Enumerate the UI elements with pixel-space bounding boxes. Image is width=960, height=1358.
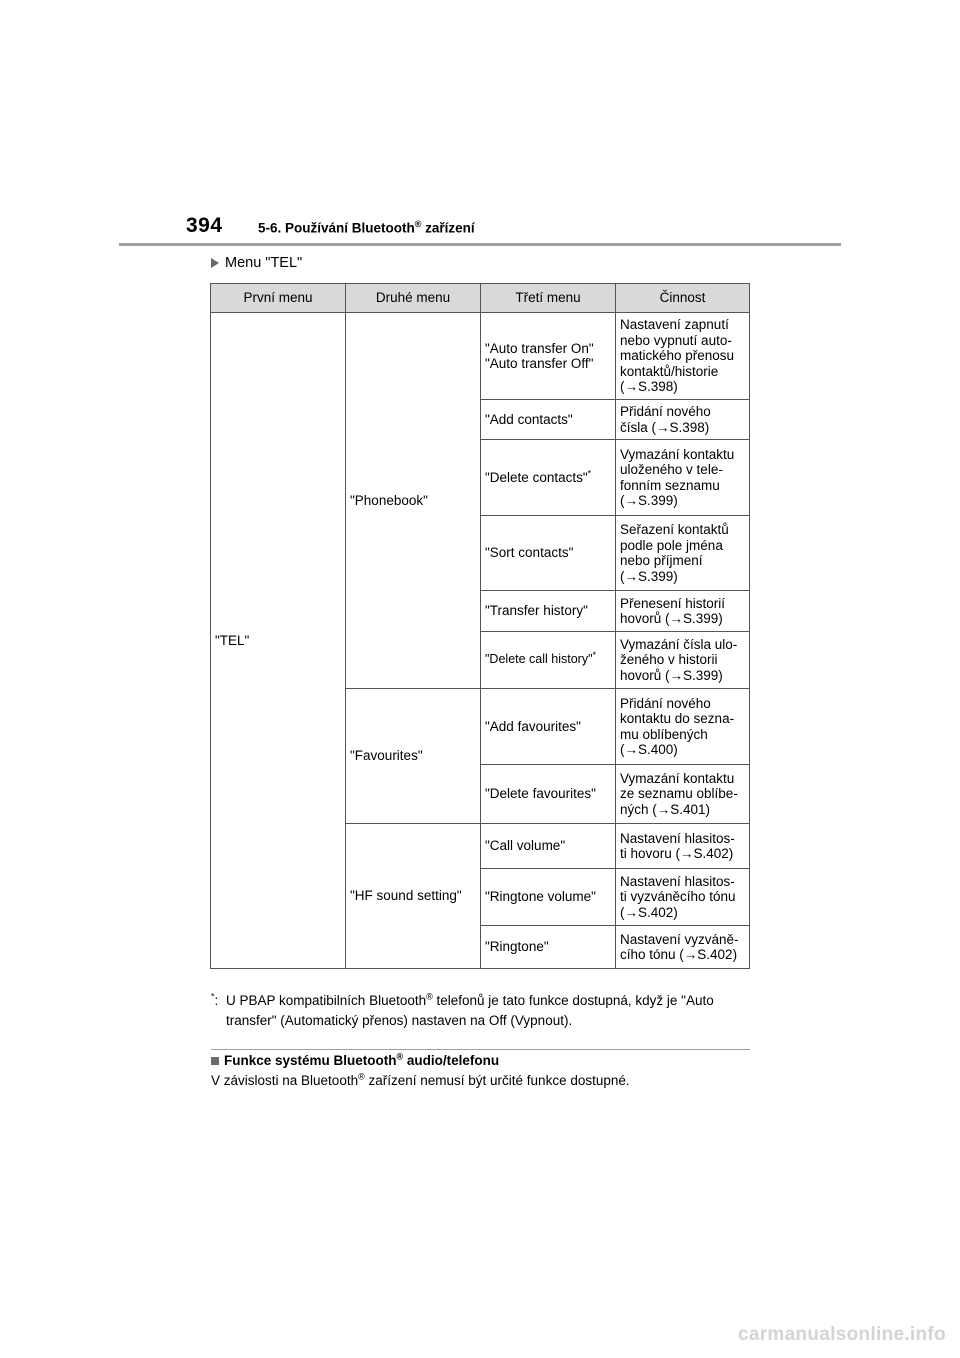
action-text: Seřazení kontaktů podle pole jména nebo příjmení (→S.399) <box>620 522 729 584</box>
third-menu-cell <box>481 591 616 632</box>
column-header: Třetí menu <box>481 284 616 313</box>
column-header: První menu <box>211 284 346 313</box>
subsection-heading <box>211 1053 499 1068</box>
subsection-rule <box>211 1049 750 1050</box>
action-cell <box>616 632 750 689</box>
third-menu-cell <box>481 926 616 969</box>
third-menu-cell <box>481 765 616 824</box>
square-bullet-icon <box>211 1057 219 1065</box>
third-menu-cell <box>481 632 616 689</box>
footnote <box>211 991 751 1031</box>
action-text: Nastavení zapnutí nebo vypnutí auto- matického přenosu kontaktů/historie (→S.398) <box>620 317 735 395</box>
action-text: Vymazání čísla ulo- ženého v historii hovorů (→S.399) <box>620 636 738 683</box>
action-cell <box>616 824 750 869</box>
third-menu-cell <box>481 440 616 516</box>
footnote-star: * <box>592 650 597 661</box>
third-menu-cell <box>481 869 616 926</box>
menu-heading-label: Menu "TEL" <box>225 255 303 271</box>
third-menu-cell <box>481 689 616 765</box>
action-text: Přidání nového kontaktu do sezna- mu oblíbených (→S.400) <box>620 695 735 757</box>
action-text: Vymazání kontaktu ze seznamu oblíbe- ných (→S.401) <box>620 770 738 817</box>
third-menu-label: "Ringtone" <box>485 939 549 955</box>
third-menu-label: "Transfer history" <box>485 603 588 619</box>
third-menu-label: "Call volume" <box>485 838 566 854</box>
tel-menu-table <box>210 283 750 969</box>
subsection-text-suffix: zařízení nemusí být určité funkce dostupné. <box>364 1073 630 1088</box>
action-cell <box>616 689 750 765</box>
subsection-text <box>211 1073 630 1088</box>
footnote-part1: U PBAP kompatibilních Bluetooth <box>226 993 427 1008</box>
second-menu-cell: "Phonebook" <box>346 313 481 689</box>
first-menu-cell: "TEL" <box>211 313 346 969</box>
third-menu-label: "Add favourites" <box>485 718 581 734</box>
column-header: Druhé menu <box>346 284 481 313</box>
action-text: Nastavení hlasitos- ti vyzváněcího tónu (→S.402) <box>620 873 736 920</box>
second-menu-cell: "Favourites" <box>346 689 481 824</box>
third-menu-cell <box>481 516 616 591</box>
registered-mark: ® <box>358 1071 365 1082</box>
section-title <box>258 219 475 236</box>
registered-mark: ® <box>426 991 433 1002</box>
footnote-marker <box>211 991 218 1011</box>
third-menu-cell <box>481 400 616 440</box>
table-row <box>211 313 750 400</box>
action-cell <box>616 591 750 632</box>
third-menu-cell <box>481 824 616 869</box>
third-menu-label: "Add contacts" <box>485 411 573 427</box>
page-number: 394 <box>186 214 223 237</box>
section-title-suffix: zařízení <box>421 220 475 236</box>
action-text: Přidání nového čísla (→S.398) <box>620 404 711 435</box>
table-header-row <box>211 284 750 313</box>
action-cell <box>616 516 750 591</box>
registered-mark: ® <box>414 219 422 229</box>
third-menu-label: "Delete favourites" <box>485 786 596 802</box>
third-menu-label: "Delete call history" <box>485 652 593 667</box>
header-rule <box>119 243 841 246</box>
action-text: Vymazání kontaktu uloženého v tele- fonním seznamu (→S.399) <box>620 446 735 508</box>
third-menu-label: "Ringtone volume" <box>485 889 596 905</box>
third-menu-cell <box>481 313 616 400</box>
third-menu-label: "Sort contacts" <box>485 545 574 561</box>
subsection-title <box>224 1053 499 1068</box>
action-cell <box>616 313 750 400</box>
second-menu-cell: "HF sound setting" <box>346 824 481 969</box>
subsection-title-suffix: audio/telefonu <box>403 1053 500 1068</box>
action-cell <box>616 440 750 516</box>
subsection-title-prefix: Funkce systému Bluetooth <box>224 1053 397 1068</box>
column-header: Činnost <box>616 284 750 313</box>
action-cell <box>616 926 750 969</box>
action-text: Přenesení historií hovorů (→S.399) <box>620 595 726 626</box>
action-text: Nastavení vyzváně- cího tónu (→S.402) <box>620 931 739 962</box>
action-cell <box>616 869 750 926</box>
section-title-prefix: 5-6. Používání Bluetooth <box>258 220 415 236</box>
footnote-star: * <box>211 991 215 1002</box>
footnote-colon: : <box>214 993 219 1008</box>
action-cell <box>616 765 750 824</box>
third-menu-label: "Auto transfer On" "Auto transfer Off" <box>485 340 594 371</box>
watermark-logo: carmanualsonline.info <box>738 1324 946 1345</box>
footnote-text <box>226 991 751 1031</box>
footnote-part2: telefonů je tato funkce dostupná, když je "Auto transfer" (Automatický přenos) nastaven na Off (Vypnout). <box>226 993 714 1028</box>
action-cell <box>616 400 750 440</box>
action-text: Nastavení hlasitos- ti hovoru (→S.402) <box>620 830 735 861</box>
registered-mark: ® <box>396 1051 404 1062</box>
third-menu-label: "Delete contacts" <box>485 469 588 485</box>
triangle-right-icon <box>211 258 219 268</box>
menu-heading <box>211 255 302 271</box>
subsection-text-prefix: V závislosti na Bluetooth <box>211 1073 359 1088</box>
footnote-star: * <box>587 468 592 479</box>
